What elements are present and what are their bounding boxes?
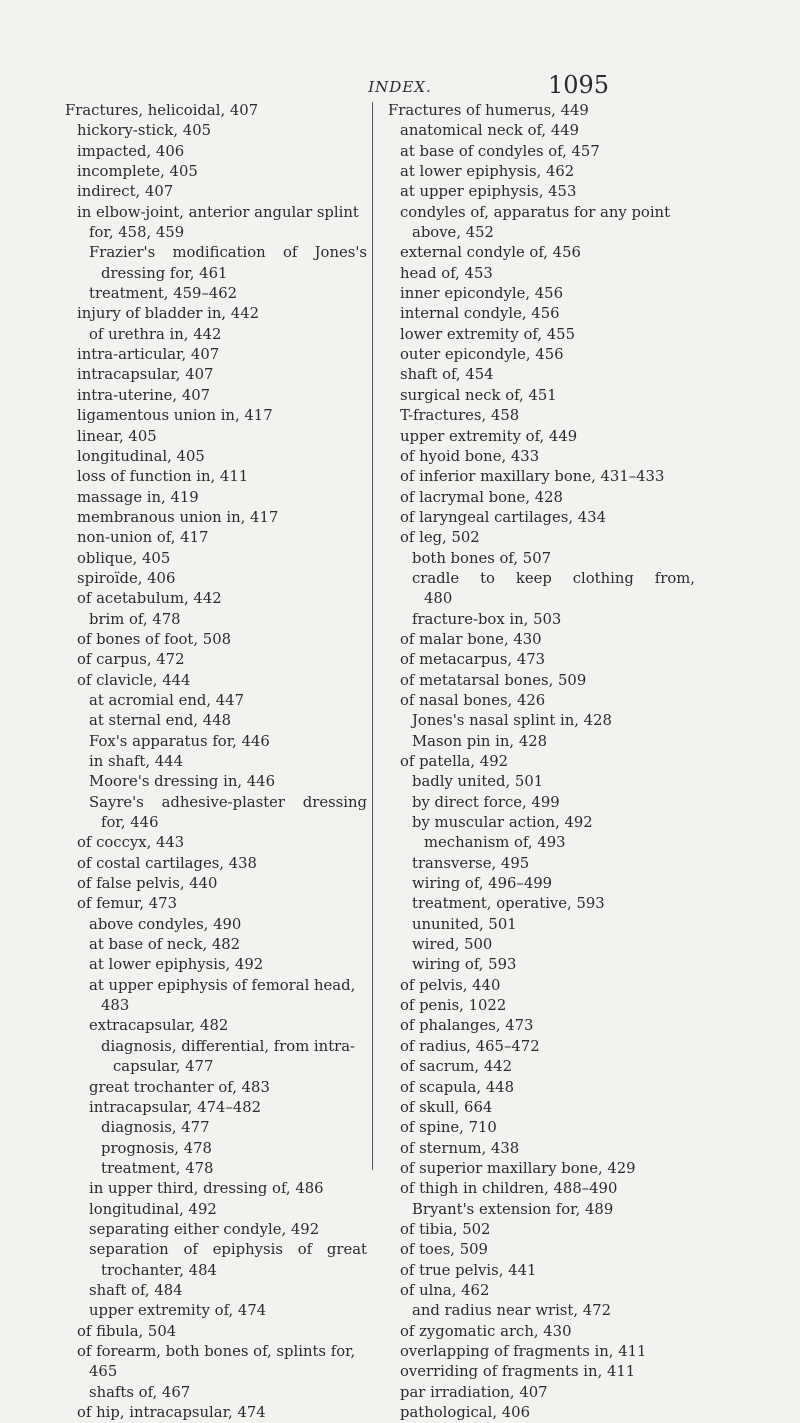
index-entry: shafts of, 467 xyxy=(89,1383,191,1401)
index-entry: of scapula, 448 xyxy=(400,1078,514,1096)
index-entry: by direct force, 499 xyxy=(412,793,560,811)
index-entry: massage in, 419 xyxy=(77,488,199,506)
index-entry: intracapsular, 474–482 xyxy=(89,1098,262,1116)
index-entry: of costal cartilages, 438 xyxy=(77,854,257,872)
index-entry: extracapsular, 482 xyxy=(89,1017,229,1035)
index-entry: separating either condyle, 492 xyxy=(89,1220,320,1238)
index-entry: of malar bone, 430 xyxy=(400,630,542,648)
index-entry: of skull, 664 xyxy=(400,1098,493,1116)
index-entry: upper extremity of, 474 xyxy=(89,1302,267,1320)
index-entry: intracapsular, 407 xyxy=(77,366,214,384)
index-entry: shaft of, 484 xyxy=(89,1281,183,1299)
index-entry: Sayre's adhesive-plaster dressing xyxy=(89,793,367,811)
index-entry: of hyoid bone, 433 xyxy=(400,447,540,465)
index-entry: incomplete, 405 xyxy=(77,163,198,181)
index-entry: lower extremity of, 455 xyxy=(400,325,575,343)
index-entry: Fox's apparatus for, 446 xyxy=(89,732,270,750)
index-entry: of superior maxillary bone, 429 xyxy=(400,1159,636,1177)
index-entry: Frazier's modification of Jones's xyxy=(89,244,367,262)
index-entry: brim of, 478 xyxy=(89,610,181,628)
index-entry: indirect, 407 xyxy=(77,183,174,201)
index-entry: of femur, 473 xyxy=(77,895,177,913)
index-entry: 480 xyxy=(424,590,453,608)
index-entry: both bones of, 507 xyxy=(412,549,552,567)
index-entry: at upper epiphysis, 453 xyxy=(400,183,577,201)
index-entry: of true pelvis, 441 xyxy=(400,1261,537,1279)
index-column-right xyxy=(388,101,695,1423)
index-entry: diagnosis, 477 xyxy=(101,1119,210,1137)
index-entry: longitudinal, 405 xyxy=(77,447,205,465)
index-entry: of zygomatic arch, 430 xyxy=(400,1322,572,1340)
index-entry: surgical neck of, 451 xyxy=(400,386,557,404)
index-entry: transverse, 495 xyxy=(412,854,530,872)
index-entry: of toes, 509 xyxy=(400,1241,488,1259)
index-entry: Bryant's extension for, 489 xyxy=(412,1200,614,1218)
index-entry: fracture-box in, 503 xyxy=(412,610,562,628)
index-entry: at sternal end, 448 xyxy=(89,712,232,730)
index-entry: above, 452 xyxy=(412,224,494,242)
index-entry: Moore's dressing in, 446 xyxy=(89,773,276,791)
column-divider xyxy=(372,102,373,1170)
index-entry: great trochanter of, 483 xyxy=(89,1078,270,1096)
index-entry: of inferior maxillary bone, 431–433 xyxy=(400,468,665,486)
index-entry: par irradiation, 407 xyxy=(400,1383,548,1401)
index-entry: of clavicle, 444 xyxy=(77,671,191,689)
index-entry: of urethra in, 442 xyxy=(89,325,222,343)
index-entry: badly united, 501 xyxy=(412,773,544,791)
index-entry: oblique, 405 xyxy=(77,549,171,567)
index-entry: in shaft, 444 xyxy=(89,753,183,770)
index-entry: linear, 405 xyxy=(77,427,157,445)
index-entry: at base of condyles of, 457 xyxy=(400,142,600,160)
index-entry: at acromial end, 447 xyxy=(89,691,244,709)
index-entry: non-union of, 417 xyxy=(77,529,209,547)
index-entry: in elbow-joint, anterior angular splint xyxy=(77,203,359,221)
index-entry: trochanter, 484 xyxy=(101,1261,217,1279)
index-entry: dressing for, 461 xyxy=(101,264,228,282)
index-entry: for, 458, 459 xyxy=(89,224,185,242)
index-entry: impacted, 406 xyxy=(77,142,185,160)
index-entry: of coccyx, 443 xyxy=(77,834,185,852)
index-entry: head of, 453 xyxy=(400,264,493,282)
index-entry: intra-uterine, 407 xyxy=(77,386,211,404)
index-entry: Fractures, helicoidal, 407 xyxy=(65,102,259,119)
index-entry: of metatarsal bones, 509 xyxy=(400,671,587,689)
index-entry: Fractures of humerus, 449 xyxy=(388,102,589,119)
index-entry: membranous union in, 417 xyxy=(77,508,279,526)
page-number: 1095 xyxy=(548,71,610,99)
index-entry: of spine, 710 xyxy=(400,1119,497,1137)
index-entry: wired, 500 xyxy=(412,936,493,954)
index-entry: at upper epiphysis of femoral head, xyxy=(89,976,356,994)
index-entry: external condyle of, 456 xyxy=(400,244,581,262)
index-entry: treatment, 478 xyxy=(101,1159,214,1177)
index-entry: mechanism of, 493 xyxy=(424,834,566,852)
index-entry: above condyles, 490 xyxy=(89,915,242,933)
index-entry: of nasal bones, 426 xyxy=(400,691,546,709)
index-entry: of false pelvis, 440 xyxy=(77,875,218,893)
index-entry: and radius near wrist, 472 xyxy=(412,1302,611,1320)
index-entry: inner epicondyle, 456 xyxy=(400,285,563,303)
index-entry: at lower epiphysis, 492 xyxy=(89,956,264,974)
index-entry: of pelvis, 440 xyxy=(400,976,501,994)
index-entry: 465 xyxy=(89,1363,118,1381)
index-entry: ligamentous union in, 417 xyxy=(77,407,273,425)
index-entry: anatomical neck of, 449 xyxy=(400,122,580,140)
index-column-left xyxy=(65,101,367,1423)
index-entry: condyles of, apparatus for any point xyxy=(400,203,671,221)
index-entry: of phalanges, 473 xyxy=(400,1017,534,1035)
index-entry: separation of epiphysis of great xyxy=(89,1241,367,1259)
index-entry: spiroïde, 406 xyxy=(77,569,176,587)
index-entry: diagnosis, differential, from intra- xyxy=(101,1037,356,1055)
index-entry: of bones of foot, 508 xyxy=(77,630,232,648)
index-entry: wiring of, 496–499 xyxy=(412,875,553,893)
index-entry: of laryngeal cartilages, 434 xyxy=(400,508,606,526)
index-entry: shaft of, 454 xyxy=(400,366,494,384)
index-entry: of carpus, 472 xyxy=(77,651,185,669)
index-entry: wiring of, 593 xyxy=(412,956,517,974)
index-entry: of thigh in children, 488–490 xyxy=(400,1180,618,1198)
index-entry: of fibula, 504 xyxy=(77,1322,177,1340)
index-entry: Jones's nasal splint in, 428 xyxy=(412,712,612,730)
index-entry: ununited, 501 xyxy=(412,915,517,933)
index-entry: by muscular action, 492 xyxy=(412,814,593,832)
index-entry: injury of bladder in, 442 xyxy=(77,305,260,323)
index-entry: treatment, operative, 593 xyxy=(412,895,605,913)
index-entry: of lacrymal bone, 428 xyxy=(400,488,563,506)
running-head: INDEX. xyxy=(368,78,432,96)
index-entry: at base of neck, 482 xyxy=(89,936,241,954)
index-entry: of tibia, 502 xyxy=(400,1220,491,1238)
index-entry: of metacarpus, 473 xyxy=(400,651,546,669)
index-entry: of forearm, both bones of, splints for, xyxy=(77,1342,356,1360)
index-entry: upper extremity of, 449 xyxy=(400,427,578,445)
index-entry: cradle to keep clothing from, xyxy=(412,569,695,587)
index-entry: longitudinal, 492 xyxy=(89,1200,217,1218)
index-entry: at lower epiphysis, 462 xyxy=(400,163,575,181)
index-entry: of hip, intracapsular, 474 xyxy=(77,1404,266,1421)
index-entry: of penis, 1022 xyxy=(400,997,507,1015)
index-entry: Mason pin in, 428 xyxy=(412,732,548,750)
index-entry: outer epicondyle, 456 xyxy=(400,346,564,364)
index-entry: loss of function in, 411 xyxy=(77,468,249,486)
index-entry: of patella, 492 xyxy=(400,753,509,770)
index-entry: overlapping of fragments in, 411 xyxy=(400,1342,647,1360)
index-entry: capsular, 477 xyxy=(113,1058,214,1076)
index-entry: intra-articular, 407 xyxy=(77,346,220,364)
index-entry: of leg, 502 xyxy=(400,529,480,547)
index-entry: hickory-stick, 405 xyxy=(77,122,212,140)
index-entry: T-fractures, 458 xyxy=(400,407,520,425)
index-entry: internal condyle, 456 xyxy=(400,305,560,323)
index-entry: prognosis, 478 xyxy=(101,1139,212,1157)
index-entry: of acetabulum, 442 xyxy=(77,590,222,608)
index-entry: 483 xyxy=(101,997,130,1015)
index-entry: pathological, 406 xyxy=(400,1404,531,1421)
index-entry: treatment, 459–462 xyxy=(89,285,238,303)
index-entry: of sacrum, 442 xyxy=(400,1058,513,1076)
index-entry: of sternum, 438 xyxy=(400,1139,520,1157)
index-entry: of radius, 465–472 xyxy=(400,1037,540,1055)
index-entry: in upper third, dressing of, 486 xyxy=(89,1180,324,1198)
index-entry: for, 446 xyxy=(101,814,159,832)
index-entry: overriding of fragments in, 411 xyxy=(400,1363,636,1381)
index-entry: of ulna, 462 xyxy=(400,1281,490,1299)
